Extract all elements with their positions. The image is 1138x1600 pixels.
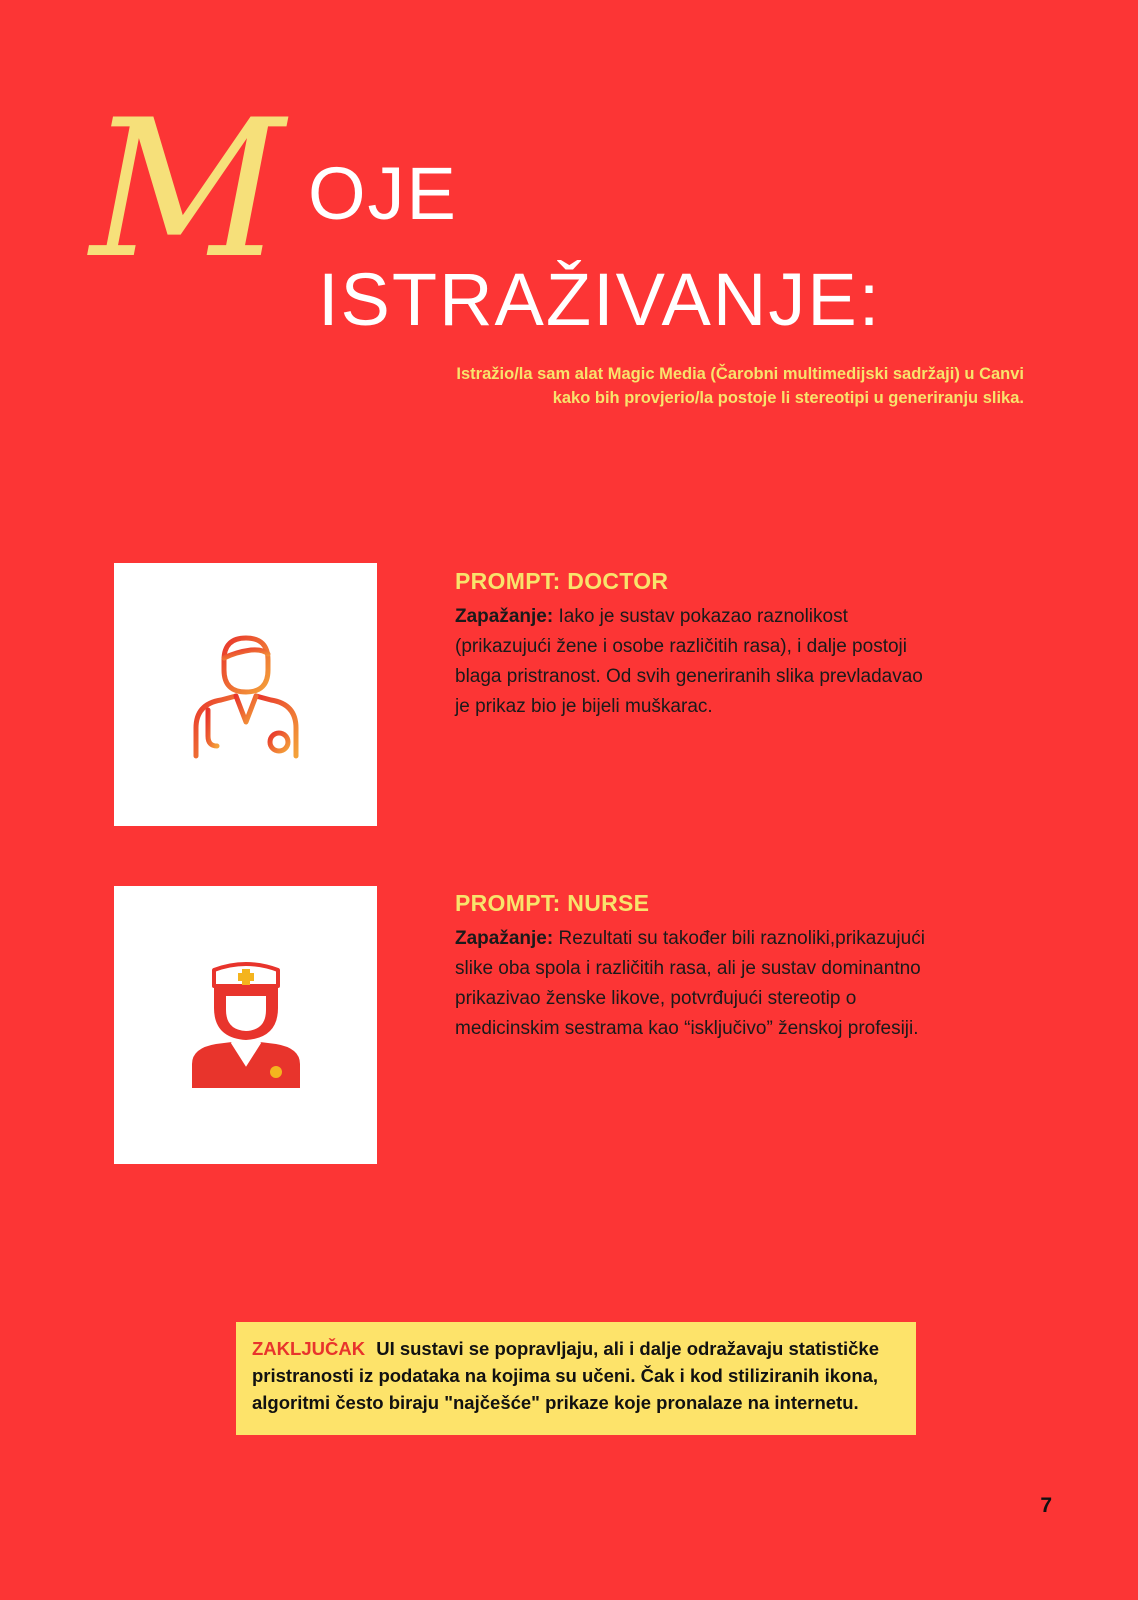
observation-label: Zapažanje:	[455, 928, 554, 949]
nurse-icon	[186, 960, 306, 1090]
prompt-observation	[455, 924, 935, 1044]
title-initial: M	[90, 79, 285, 300]
page-title	[80, 79, 1060, 355]
observation-text: Rezultati su također bili raznoliki,prikazujući slike oba spola i različitih rasa, ali je sustav dominantno prikazivao ženske likove, potvrđujući stereotip o medicinskim sestrama kao “isključivo” ženskoj profesiji.	[455, 928, 925, 1039]
doctor-image-card	[114, 563, 377, 826]
conclusion-label: ZAKLJUČAK	[252, 1338, 366, 1359]
observation-text: Iako je sustav pokazao raznolikost (prikazujući žene i osobe različitih rasa), i dalje postoji blaga pristranost. Od svih generiranih slika prevladavao je prikaz bio je bijeli muškarac.	[455, 606, 923, 717]
page-number: 7	[1040, 1494, 1052, 1517]
intro-text: Istražio/la sam alat Magic Media (Čarobni multimedijski sadržaji) u Canvi kako bih provjerio/la postoje li stereotipi u generiranju slika.	[456, 365, 1024, 407]
observation-label: Zapažanje:	[455, 606, 554, 627]
nurse-image-card	[114, 886, 377, 1164]
nurse-prompt	[455, 888, 935, 1044]
title-line-1: OJE	[308, 152, 458, 235]
prompt-title: PROMPT: DOCTOR	[455, 568, 669, 594]
title-line-2: ISTRAŽIVANJE:	[318, 258, 882, 341]
doctor-prompt	[455, 566, 935, 722]
prompt-observation	[455, 602, 935, 722]
conclusion-box	[236, 1322, 916, 1435]
doctor-icon	[191, 630, 301, 760]
conclusion-text: UI sustavi se popravljaju, ali i dalje odražavaju statističke pristranosti iz podataka na kojima su učeni. Čak i kod stiliziranih ikona, algoritmi često biraju "najčešće" prikaze koje pronalaze na internetu.	[252, 1338, 879, 1413]
prompt-title: PROMPT: NURSE	[455, 890, 650, 916]
